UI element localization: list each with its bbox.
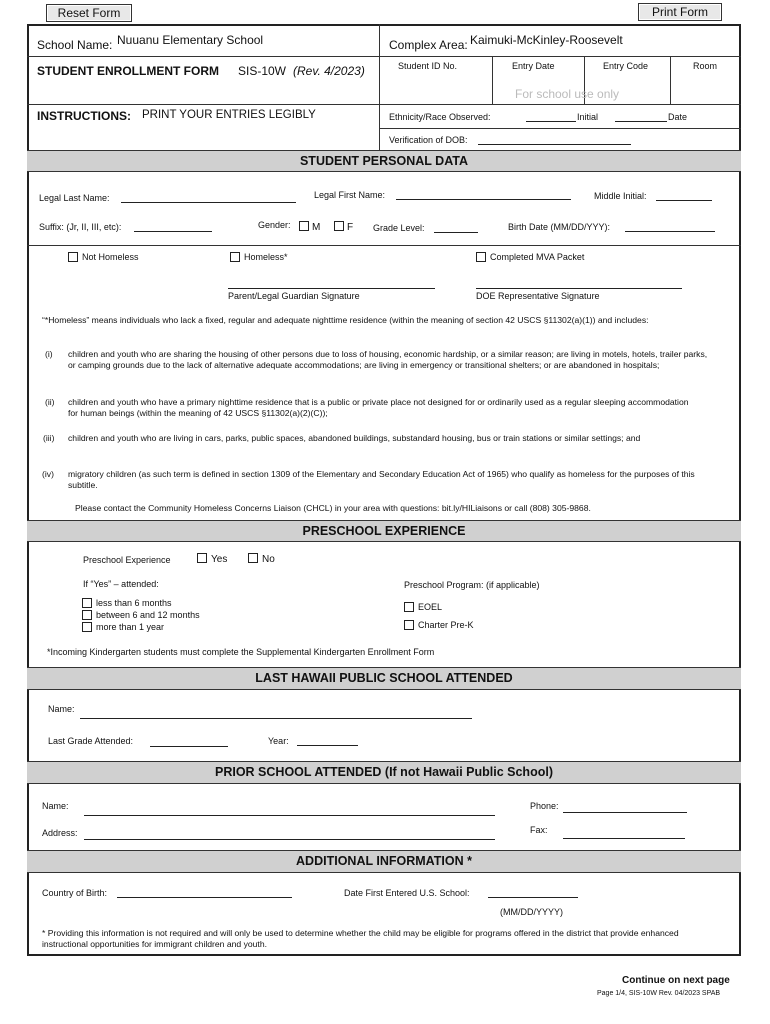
divider [27,104,741,105]
complex-area-label: Complex Area: [389,38,468,52]
entry-date-header: Entry Date [512,61,555,71]
form-code: SIS-10W [238,64,287,78]
section-preschool: PRESCHOOL EXPERIENCE [27,520,741,542]
form-title: STUDENT ENROLLMENT FORM [37,64,219,78]
middle-initial-label: Middle Initial: [594,191,647,201]
ethnicity-label: Ethnicity/Race Observed: [389,112,491,122]
grade-level-label: Grade Level: [373,223,425,233]
last-year-field[interactable] [297,745,358,746]
preschool-yes-label: Yes [211,554,228,565]
divider [379,24,380,150]
print-form-button[interactable]: Print Form [638,3,722,21]
first-name-label: Legal First Name: [314,190,386,200]
parent-signature-field[interactable] [228,288,435,289]
last-school-name-field[interactable] [80,718,472,719]
prior-address-field[interactable] [84,839,495,840]
entry-code-header: Entry Code [603,61,649,71]
doe-signature-field[interactable] [476,288,682,289]
eoel-checkbox[interactable] [404,602,414,612]
reset-form-button[interactable]: Reset Form [46,4,132,22]
between-6-12-months-checkbox[interactable] [82,610,92,620]
chcl-contact-note: Please contact the Community Homeless Concerns Liaison (CHCL) in your area with questions: bit.ly/HILiaisons or call (808) 305-9868. [75,503,591,513]
date-first-entered-field[interactable] [488,897,578,898]
complex-area-field[interactable]: Kaimuki-McKinley-Roosevelt [470,33,623,47]
additional-info-note: * Providing this information is not required and will only be used to determine whether the child may be eligible for programs offered in the district that provide enhanced instructional opportunities for immigrant children and youth. [42,928,679,949]
clause-ii-text: children and youth who have a primary nighttime residence that is a public or private place not designed for or ordinarily used as a regular sleeping accommodation for human beings (within the meaning of 42 USCS §11302(a)(2)(C)); [68,397,689,418]
grade-level-field[interactable] [434,232,478,233]
dob-verification-field[interactable] [478,144,631,145]
initial-label: Initial [577,112,599,122]
preschool-experience-label: Preschool Experience [83,555,171,565]
school-name-field[interactable]: Nuuanu Elementary School [117,33,264,47]
not-homeless-label: Not Homeless [82,252,139,262]
clause-iii-text: children and youth who are living in cars, parks, public spaces, abandoned buildings, substandard housing, bus or train stations or similar settings; and [68,433,641,443]
clause-ii-number: (ii) [45,397,55,407]
gender-m-checkbox[interactable] [299,221,309,231]
section-prior-school: PRIOR SCHOOL ATTENDED (If not Hawaii Public School) [27,761,741,784]
date-label: Date [668,112,688,122]
section-last-hawaii-school: LAST HAWAII PUBLIC SCHOOL ATTENDED [27,667,741,690]
instructions-text: PRINT YOUR ENTRIES LEGIBLY [142,109,316,121]
clause-iii-number: (iii) [43,433,55,443]
page-footer: Page 1/4, SIS-10W Rev. 04/2023 SPAB [597,990,721,997]
divider [27,56,741,57]
parent-signature-label: Parent/Legal Guardian Signature [228,291,360,301]
form-revision: (Rev. 4/2023) [293,64,365,78]
country-of-birth-field[interactable] [117,897,292,898]
dob-verification-label: Verification of DOB: [389,135,468,145]
charter-prek-checkbox[interactable] [404,620,414,630]
suffix-field[interactable] [134,231,212,232]
charter-prek-label: Charter Pre-K [418,620,474,630]
prior-school-name-field[interactable] [84,815,495,816]
birth-date-label: Birth Date (MM/DD/YYY): [508,222,611,232]
school-use-note: For school use only [515,87,620,101]
middle-initial-field[interactable] [656,200,712,201]
instructions-label: INSTRUCTIONS: [37,109,131,123]
prior-phone-field[interactable] [563,812,687,813]
last-name-field[interactable] [121,202,296,203]
preschool-no-label: No [262,554,275,565]
ethnicity-date-field[interactable] [615,121,667,122]
last-grade-field[interactable] [150,746,228,747]
prior-address-label: Address: [42,828,78,838]
preschool-yes-checkbox[interactable] [197,553,207,563]
date-format-hint: (MM/DD/YYYY) [500,907,563,917]
mva-packet-label: Completed MVA Packet [490,252,585,262]
suffix-label: Suffix: (Jr, II, III, etc): [39,222,122,232]
divider [670,56,671,104]
homeless-checkbox[interactable] [230,252,240,262]
divider [379,128,741,129]
birth-date-field[interactable] [625,231,715,232]
first-name-field[interactable] [396,199,571,200]
preschool-no-checkbox[interactable] [248,553,258,563]
last-grade-label: Last Grade Attended: [48,736,134,746]
room-header: Room [693,61,718,71]
preschool-program-label: Preschool Program: (if applicable) [404,580,540,590]
gender-m-label: M [312,222,321,233]
more-than-1-year-label: more than 1 year [96,622,165,632]
doe-signature-label: DOE Representative Signature [476,291,600,301]
clause-i-number: (i) [45,349,53,359]
prior-fax-field[interactable] [563,838,685,839]
prior-fax-label: Fax: [530,825,548,835]
homeless-definition: “*Homeless” means individuals who lack a fixed, regular and adequate nighttime residence (within the meaning of section 42 USCS §11302(a)(1)) and includes: [42,315,649,325]
kindergarten-note: *Incoming Kindergarten students must complete the Supplemental Kindergarten Enrollment Form [47,647,435,657]
divider [492,56,493,104]
gender-f-label: F [347,222,354,233]
clause-iv-number: (iv) [42,469,54,479]
school-name-label: School Name: [37,38,113,52]
clause-iv-text: migratory children (as such term is defined in section 1309 of the Elementary and Secondary Education Act of 1965) who qualify as homeless for the purposes of this subtitle. [68,469,695,490]
less-than-6-months-checkbox[interactable] [82,598,92,608]
clause-i-text: children and youth who are sharing the housing of other persons due to loss of housing, economic hardship, or a similar reason; are living in motels, hotels, trailer parks, or camping grounds due to the lack of alternative adequate accommodations; are living in emergency or transitional shelters; or are abandoned in hospitals; [68,349,708,370]
gender-label: Gender: [258,220,291,230]
last-year-label: Year: [268,736,289,746]
ethnicity-initial-field[interactable] [526,121,576,122]
mva-packet-checkbox[interactable] [476,252,486,262]
prior-phone-label: Phone: [530,801,559,811]
gender-f-checkbox[interactable] [334,221,344,231]
date-first-entered-label: Date First Entered U.S. School: [344,888,470,898]
eoel-label: EOEL [418,602,443,612]
between-6-12-months-label: between 6 and 12 months [96,610,200,620]
country-of-birth-label: Country of Birth: [42,888,108,898]
section-personal-data: STUDENT PERSONAL DATA [27,150,741,172]
less-than-6-months-label: less than 6 months [96,598,172,608]
divider [27,245,741,246]
continue-note: Continue on next page [622,975,730,986]
homeless-label: Homeless* [244,252,288,262]
section-additional-info: ADDITIONAL INFORMATION * [27,850,741,873]
not-homeless-checkbox[interactable] [68,252,78,262]
prior-school-name-label: Name: [42,801,69,811]
if-yes-label: If “Yes” – attended: [83,579,159,589]
last-school-name-label: Name: [48,704,75,714]
student-id-header: Student ID No. [398,61,458,71]
more-than-1-year-checkbox[interactable] [82,622,92,632]
last-name-label: Legal Last Name: [39,193,110,203]
